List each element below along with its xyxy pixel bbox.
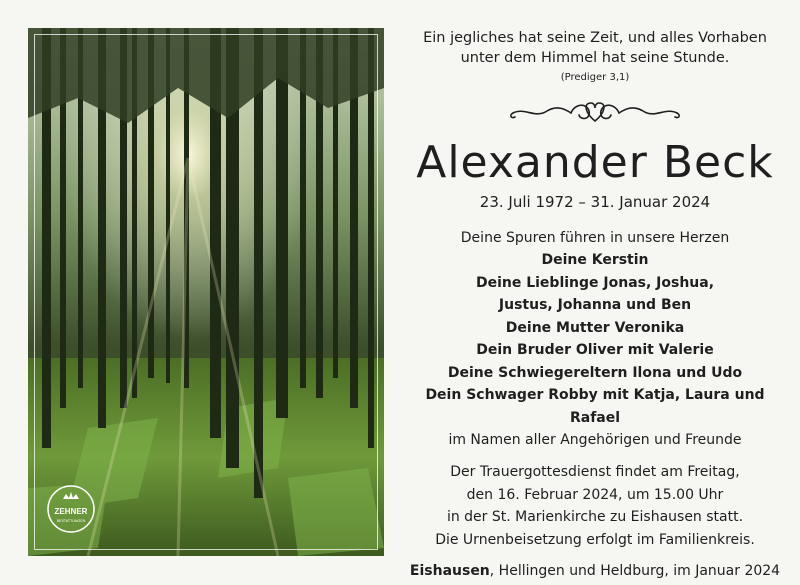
footer-line [400, 563, 790, 579]
quote-line-2: unter dem Himmel hat seine Stunde. [460, 50, 730, 66]
forest-image [28, 28, 384, 556]
closing-line: im Namen aller Angehörigen und Freunde [448, 432, 742, 448]
service-line: den 16. Februar 2024, um 15.00 Uhr [466, 486, 724, 503]
crown-icon [63, 492, 79, 499]
bible-quote [400, 28, 790, 68]
deceased-name: Alexander Beck [416, 137, 774, 188]
funeral-home-logo [46, 484, 96, 534]
obituary-text [400, 24, 790, 579]
service-line: Die Urnenbeisetzung erfolgt im Familienkreis. [435, 531, 755, 548]
mourner-line: Deine Lieblinge Jonas, Joshua, [475, 274, 715, 291]
quote-line-1: Ein jegliches hat seine Zeit, und alles Vorhaben [423, 30, 767, 46]
logo-subtitle: BESTATTUNGEN [56, 519, 86, 523]
mourner-line: Justus, Johanna und Ben [498, 297, 692, 313]
footer-place: Eishausen [409, 563, 490, 579]
quote-reference: (Prediger 3,1) [560, 72, 630, 83]
mourner-line: Deine Schwiegereltern Ilona und Udo [447, 364, 743, 381]
mourner-line: Dein Bruder Oliver mit Valerie [476, 342, 714, 358]
forest-photo [28, 28, 384, 556]
mourner-line: Deine Mutter Veronika [505, 319, 685, 336]
service-line: Der Trauergottesdienst findet am Freitag, [450, 464, 740, 480]
mourner-line: Dein Schwager Robby mit Katja, Laura und Rafael [425, 387, 765, 426]
lead-line: Deine Spuren führen in unsere Herzen [460, 230, 730, 246]
service-line: in der St. Marienkirche zu Eishausen statt. [446, 509, 744, 525]
life-dates: 23. Juli 1972 – 31. Januar 2024 [479, 193, 711, 211]
logo-name: ZEHNER [54, 507, 88, 516]
mourners-list [400, 249, 790, 429]
service-info [400, 461, 790, 551]
ornament-divider [505, 97, 685, 125]
mourner-line: Deine Kerstin [541, 252, 649, 268]
footer-rest: , Hellingen und Heldburg, im Januar 2024 [489, 563, 781, 579]
